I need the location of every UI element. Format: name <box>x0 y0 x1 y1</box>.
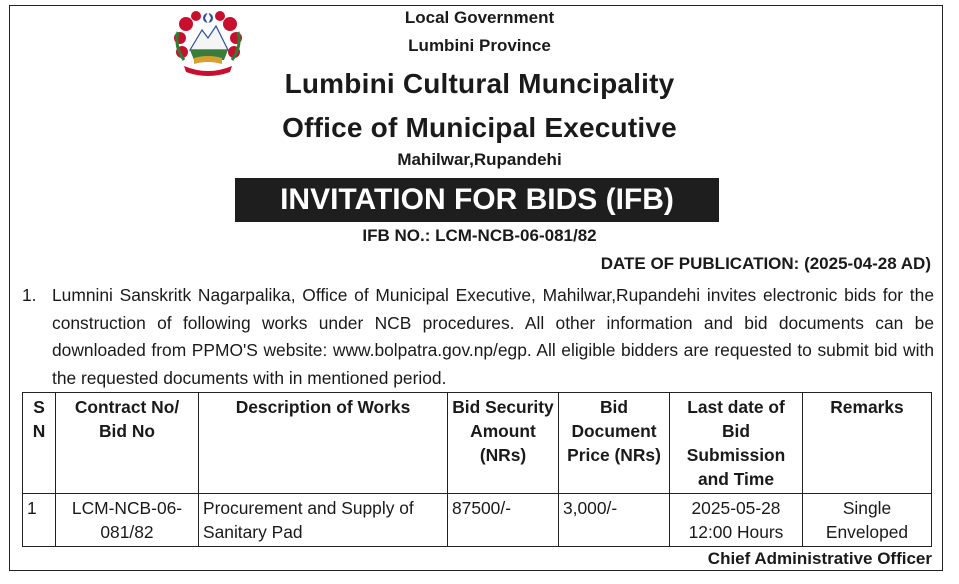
header-last-date: Last date of Bid Submission and Time <box>670 393 803 494</box>
notice-heading: INVITATION FOR BIDS (IFB) <box>235 178 719 222</box>
paragraph-text: Lumnini Sanskritk Nagarpalika, Office of Municipal Executive, Mahilwar,Rupandehi invites electronic bids for the construction of following works under NCB procedures. All other information and bid documents can be downloaded from PPMO'S website: www.bolpatra.gov.np/egp. All eligible bidders are requested to submit bid with the requested documents with in mentioned period. <box>52 285 934 388</box>
header-remarks: Remarks <box>803 393 932 494</box>
cell-description: Procurement and Supply of Sanitary Pad <box>199 494 448 547</box>
header-bid-security: Bid Security Amount (NRs) <box>448 393 559 494</box>
notice-paragraph <box>22 282 934 392</box>
cell-remarks: Single Enveloped <box>803 494 932 547</box>
header-contract-no: Contract No/ Bid No <box>56 393 199 494</box>
publication-date: DATE OF PUBLICATION: (2025-04-28 AD) <box>600 254 931 273</box>
header-location: Mahilwar,Rupandehi <box>397 150 562 169</box>
bids-table <box>22 392 932 547</box>
header-description: Description of Works <box>199 393 448 494</box>
header-province: Lumbini Province <box>408 36 551 55</box>
header-doc-price: Bid Document Price (NRs) <box>559 393 670 494</box>
header-sn: S N <box>23 393 56 494</box>
cell-last-date: 2025-05-28 12:00 Hours <box>670 494 803 547</box>
cell-sn: 1 <box>23 494 56 547</box>
ifb-number: IFB NO.: LCM-NCB-06-081/82 <box>362 226 597 245</box>
header-local-government: Local Government <box>404 8 555 27</box>
header-municipality: Lumbini Cultural Muncipality <box>284 68 675 99</box>
table-row <box>23 494 932 547</box>
cell-contract-no: LCM-NCB-06-081/82 <box>56 494 199 547</box>
signatory: Chief Administrative Officer <box>707 549 932 568</box>
cell-bid-security: 87500/- <box>448 494 559 547</box>
header-office: Office of Municipal Executive <box>282 112 677 143</box>
cell-doc-price: 3,000/- <box>559 494 670 547</box>
table-header-row <box>23 393 932 494</box>
paragraph-number: 1. <box>22 285 37 305</box>
